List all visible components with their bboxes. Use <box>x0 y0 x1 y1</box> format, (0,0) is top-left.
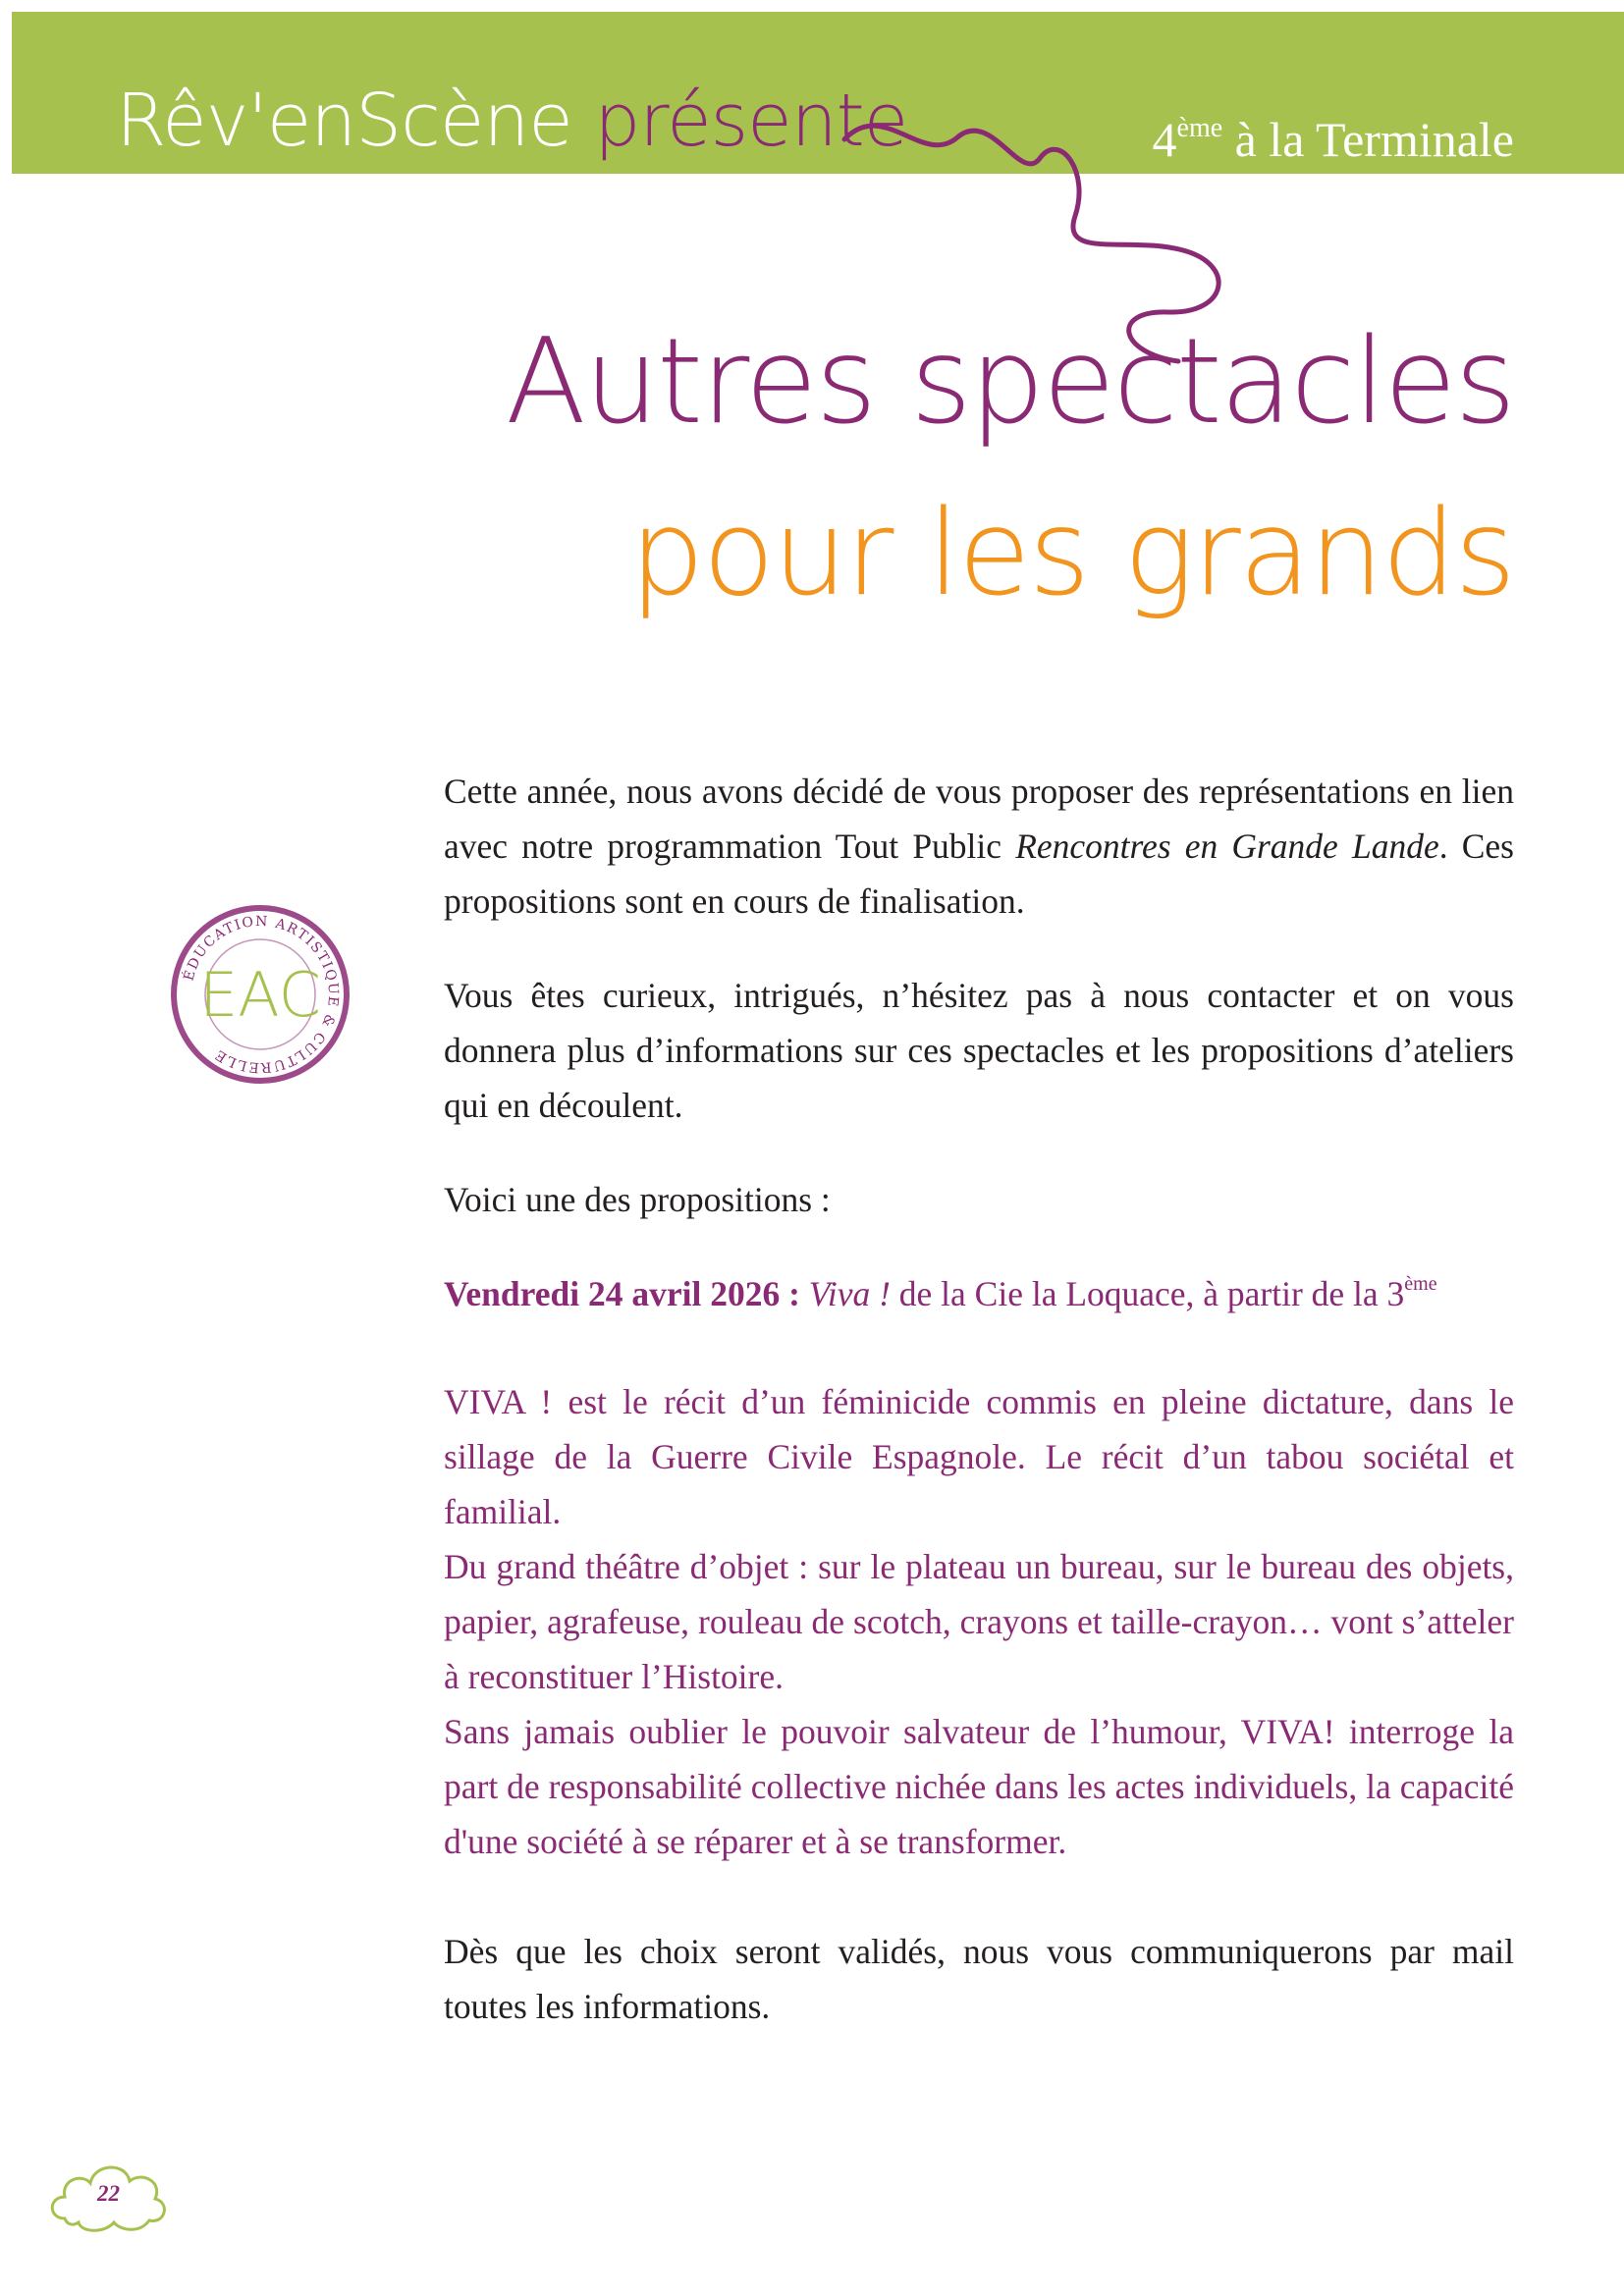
proposal-intro: Voici une des propositions : <box>444 1180 831 1219</box>
event-line: Vendredi 24 avril 2026 : Viva ! de la Cie la Loquace, à partir de la 3ème <box>444 1273 1437 1313</box>
page-number: 22 <box>97 2181 120 2206</box>
grade-range: 4ème à la Terminale <box>1152 112 1514 167</box>
description-line: Du grand théâtre d’objet : sur le plateau un bureau, sur le bureau des objets, papier, agrafeuse, rouleau de scotch, crayons et taille-crayon… vont s’atteler à reconstituer l’Histoire. <box>444 1547 1514 1696</box>
brand-name: Rêv'enScène <box>116 79 572 163</box>
event-show: Viva ! <box>808 1274 891 1313</box>
stamp-ring-text: ÉDUCATION ARTISTIQUE & CULTURELLE <box>181 913 342 1076</box>
main-text <box>444 764 1514 2073</box>
brand-presents: présente <box>594 79 908 163</box>
page-title: Autres spectacles <box>505 314 1514 451</box>
event-date: Vendredi 24 avril 2026 : <box>444 1274 800 1313</box>
eac-stamp <box>167 901 353 1088</box>
intro-paragraph: Cette année, nous avons décidé de vous proposer des représentations en lien avec notre programmation Tout Public Rencontres en Grande Lande. Ces propositions sont en cours de finalisation. <box>444 772 1514 921</box>
page-subtitle: pour les grands <box>629 486 1514 622</box>
closing-paragraph: Dès que les choix seront validés, nous vous communiquerons par mail toutes les informations. <box>444 1932 1514 2026</box>
show-description <box>444 1374 1514 1869</box>
stamp-label: EAC <box>199 959 321 1031</box>
description-line: Sans jamais oublier le pouvoir salvateur de l’humour, VIVA! interroge la part de responsabilité collective nichée dans les actes individuels, la capacité d'une société à se réparer et à se transformer. <box>444 1712 1514 1861</box>
description-line: VIVA ! est le récit d’un féminicide commis en pleine dictature, dans le sillage de la Guerre Civile Espagnole. Le récit d’un tabou sociétal et familial. <box>444 1382 1514 1531</box>
contact-paragraph: Vous êtes curieux, intrigués, n’hésitez pas à nous contacter et on vous donnera plus d’informations sur ces spectacles et les propositions d’ateliers qui en découlent. <box>444 976 1514 1125</box>
event-details: de la Cie la Loquace, à partir de la 3 <box>890 1274 1405 1313</box>
